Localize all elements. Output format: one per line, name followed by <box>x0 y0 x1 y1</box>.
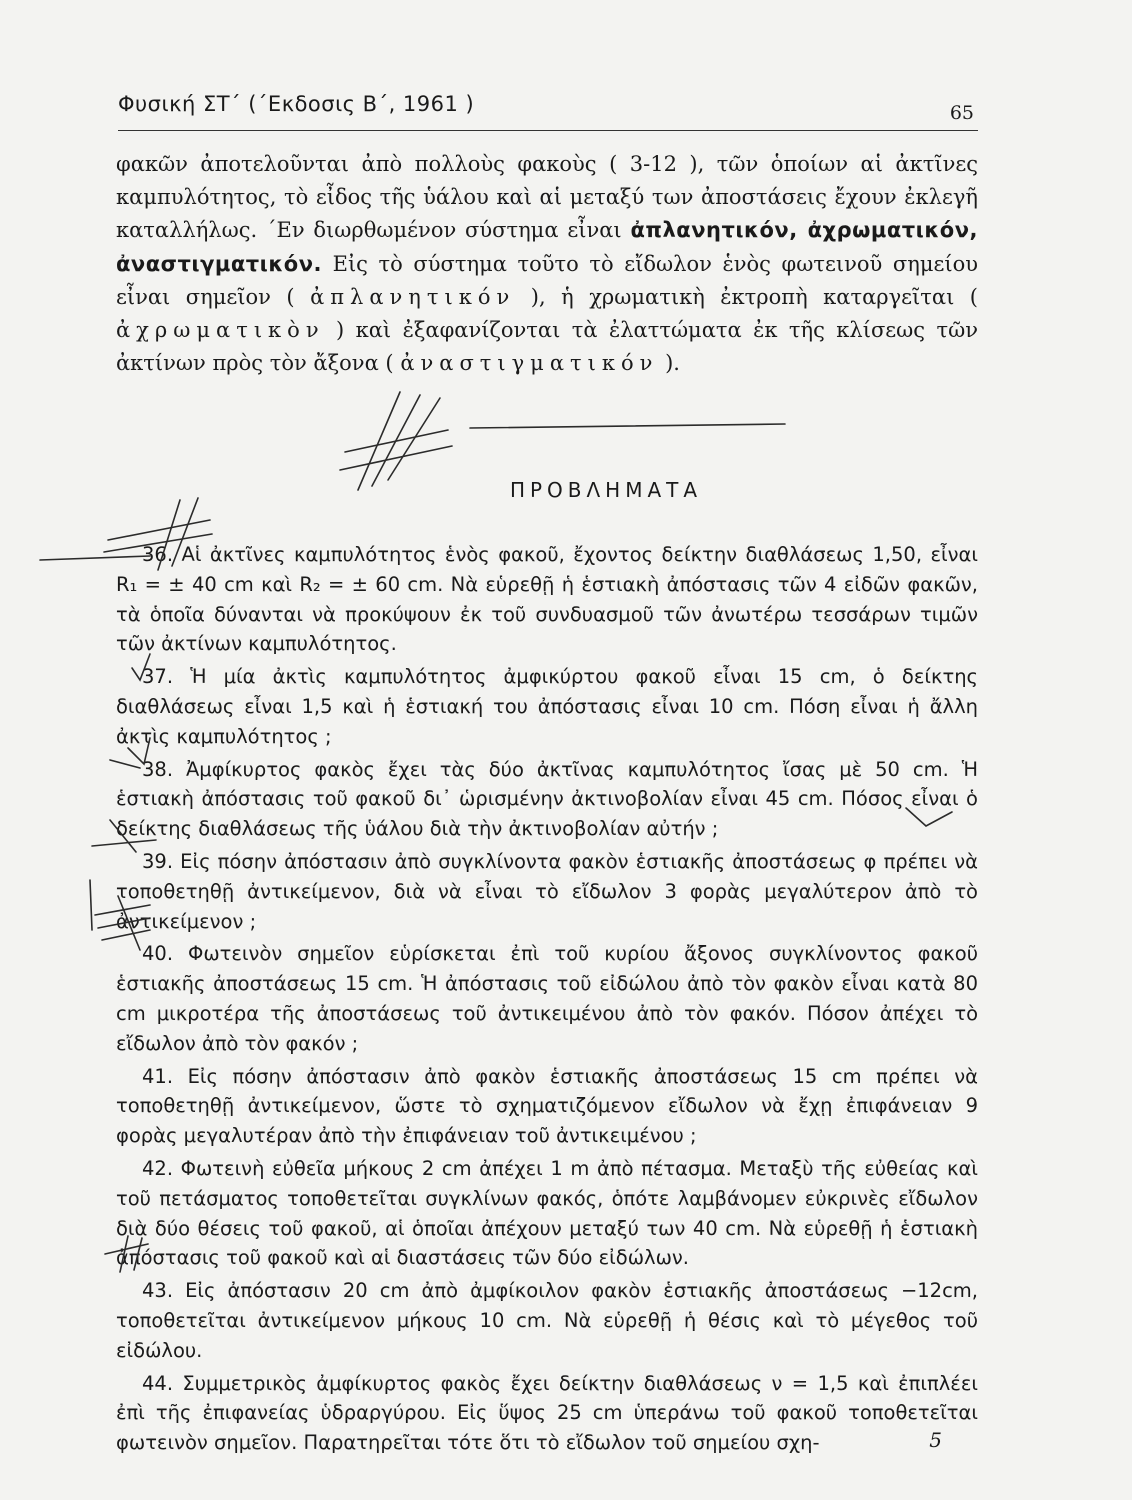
problem-text: Φωτεινὴ εὐθεῖα μήκους 2 cm ἀπέχει 1 m ἀπὸ πέτασμα. Μεταξὺ τῆς εὐθείας καὶ τοῦ πετάσματος τοποθετεῖται συγκλίνων φακός, ὁπότε λαμβάνομεν εὐκρινὲς εἴδωλον διὰ δύο θέσεις τοῦ φακοῦ, αἱ ὁποῖαι ἀπέχουν μεταξύ των 40 cm. Νὰ εὑρεθῇ ἡ ἑστιακὴ ἀπόστασις τοῦ φακοῦ καὶ αἱ διαστάσεις τῶν δύο εἰδώλων. <box>116 1156 979 1270</box>
hatch-mark <box>388 398 440 480</box>
problem-number: 44. <box>142 1371 174 1395</box>
problem-number: 40. <box>142 942 174 966</box>
term-achromatic: ἀχρωματικὸν <box>116 318 325 343</box>
hatch-mark <box>90 880 92 930</box>
problem-text: Εἰς ἀπόστασιν 20 cm ἀπὸ ἀμφίκοιλον φακὸν ἑστιακῆς ἀποστάσεως −12cm, τοποθετεῖται ἀντικείμενον μήκους 10 cm. Νὰ εὑρεθῇ ἡ θέσις καὶ τὸ μέγεθος τοῦ εἰδώλου. <box>116 1279 979 1362</box>
underline-stroke <box>470 424 785 428</box>
term-aplanatic: ἀπλανητικόν <box>310 284 516 309</box>
intro-text-4: ) καὶ ἐξαφανίζονται τὰ ἐλαττώματα ἐκ τῆς κλίσεως τῶν ἀκτίνων πρὸς τὸν ἄξονα ( <box>116 318 978 376</box>
problem-text: Αἱ ἀκτῖνες καμπυλότητος ἑνὸς φακοῦ, ἔχοντος δείκτην διαθλάσεως 1,50, εἶναι R₁ = ± 40 cm καὶ R₂ = ± 60 cm. Νὰ εὑρεθῇ ἡ ἑστιακὴ ἀπόστασις τῶν 4 εἰδῶν φακῶν, τὰ ὁποῖα δύνανται νὰ προκύψουν ἐκ τοῦ συνδυασμοῦ τῶν ἀνωτέρω τεσσάρων τιμῶν τῶν ἀκτίνων καμπυλότητος. <box>116 543 978 656</box>
bold-terms: ἀπλανητικόν, ἀχρωματικόν, ἀναστιγματικόν. <box>116 218 978 276</box>
problem-text: Εἰς πόσην ἀπόστασιν ἀπὸ φακὸν ἑστιακῆς ἀποστάσεως 15 cm πρέπει νὰ τοποθετηθῇ ἀντικείμενον, ὥστε τὸ σχηματιζόμενον εἴδωλον νὰ ἔχῃ ἐπιφάνειαν 9 φορὰς μεγαλυτέραν ἀπὸ τὴν ἐπιφάνειαν τοῦ ἀντικειμένου ; <box>116 1064 978 1148</box>
problem-number: 42. <box>142 1156 174 1180</box>
signature-mark: 5 <box>929 1428 942 1452</box>
problem-41 <box>116 1062 978 1151</box>
problem-number: 37. <box>142 665 174 689</box>
hatch-mark <box>340 446 452 470</box>
problem-number: 36. <box>142 543 174 566</box>
term-anastigmatic: ἀναστιγματικόν <box>400 351 659 376</box>
problem-text: Φωτεινὸν σημεῖον εὑρίσκεται ἐπὶ τοῦ κυρίου ἄξονος συγκλίνοντος φακοῦ ἑστιακῆς ἀποστάσεως 15 cm. Ἡ ἀπόστασις τοῦ εἰδώλου ἀπὸ τὸν φακὸν εἶναι κατὰ 80 cm μικροτέρα τῆς ἀποστάσεως τοῦ ἀντικειμένου ἀπὸ τὸν φακόν. Πόσον ἀπέχει τὸ εἴδωλον ἀπὸ τὸν φακόν ; <box>116 942 979 1055</box>
intro-paragraph <box>116 148 978 380</box>
page-header <box>118 88 978 128</box>
problem-text: Συμμετρικὸς ἀμφίκυρτος φακὸς ἔχει δείκτην διαθλάσεως ν = 1,5 καὶ ἐπιπλέει ἐπὶ τῆς ἐπιφανείας ὑδραργύρου. Εἰς ὕψος 25 cm ὑπεράνω τοῦ φακοῦ τοποθετεῖται φωτεινὸν σημεῖον. Παρατηρεῖται τότε ὅτι τὸ εἴδωλον τοῦ σημείου σχη- <box>116 1371 978 1455</box>
problem-list <box>116 540 978 1461</box>
problem-42 <box>116 1154 978 1273</box>
hatch-mark <box>345 430 448 452</box>
problem-37 <box>116 662 978 751</box>
problem-44 <box>116 1369 978 1458</box>
hatch-mark <box>372 395 420 486</box>
header-rule <box>118 130 978 131</box>
problem-43 <box>116 1276 978 1365</box>
problem-text: Ἀμφίκυρτος φακὸς ἔχει τὰς δύο ἀκτῖνας καμπυλότητος ἴσας μὲ 50 cm. Ἡ ἑστιακὴ ἀπόστασις τοῦ φακοῦ δι᾿ ὡρισμένην ἀκτινοβολίαν εἶναι 45 cm. Πόσος εἶναι ὁ δείκτης διαθλάσεως τῆς ὑάλου διὰ τὴν ἀκτινοβολίαν αὐτήν ; <box>116 757 978 841</box>
intro-text-3: ), ἡ χρωματικὴ ἐκτροπὴ καταργεῖται ( <box>515 284 978 309</box>
page-number: 65 <box>949 102 974 124</box>
problem-number: 41. <box>142 1064 174 1088</box>
problem-number: 39. <box>142 849 174 873</box>
problem-number: 43. <box>142 1279 174 1303</box>
running-title: Φυσική ΣΤ΄ (΄Εκδοσις Β΄, 1961 ) <box>118 92 475 116</box>
problem-number: 38. <box>142 757 174 781</box>
problem-40 <box>116 939 978 1058</box>
hatch-mark <box>108 520 210 540</box>
hatch-mark <box>358 392 400 490</box>
problem-text: Εἰς πόσην ἀπόστασιν ἀπὸ συγκλίνοντα φακὸν ἑστιακῆς ἀποστάσεως φ πρέπει νὰ τοποθετηθῇ ἀντικείμενον, διὰ νὰ εἶναι τὸ εἴδωλον 3 φορὰς μεγαλύτερον ἀπὸ τὸ ἀντικείμενον ; <box>116 849 978 933</box>
intro-text-1: φακῶν ἀποτελοῦνται ἀπὸ πολλοὺς φακοὺς ( 3-12 ), τῶν ὁποίων αἱ ἀκτῖνες καμπυλότητος, τὸ εἶδος τῆς ὑάλου καὶ αἱ μεταξύ των ἀποστάσεις ἔχουν ἐκλεγῆ καταλλήλως. ΄Εν διωρθωμένον σύστημα εἶναι <box>116 152 978 243</box>
intro-text-5: ). <box>658 351 680 376</box>
problem-39 <box>116 847 978 936</box>
problem-36 <box>116 540 978 659</box>
problem-38 <box>116 755 978 844</box>
problem-text: Ἡ μία ἀκτὶς καμπυλότητος ἀμφικύρτου φακοῦ εἶναι 15 cm, ὁ δείκτης διαθλάσεως εἶναι 1,5 καὶ ἡ ἑστιακή του ἀπόστασις εἶναι 10 cm. Πόση εἶναι ἡ ἄλλη ἀκτὶς καμπυλότητος ; <box>116 665 979 748</box>
section-title: ΠΡΟΒΛΗΜΑΤΑ <box>509 478 703 502</box>
intro-text-2: Εἰς τὸ σύστημα τοῦτο τὸ εἴδωλον ἑνὸς φωτεινοῦ σημείου εἶναι σημεῖον ( <box>116 251 978 309</box>
